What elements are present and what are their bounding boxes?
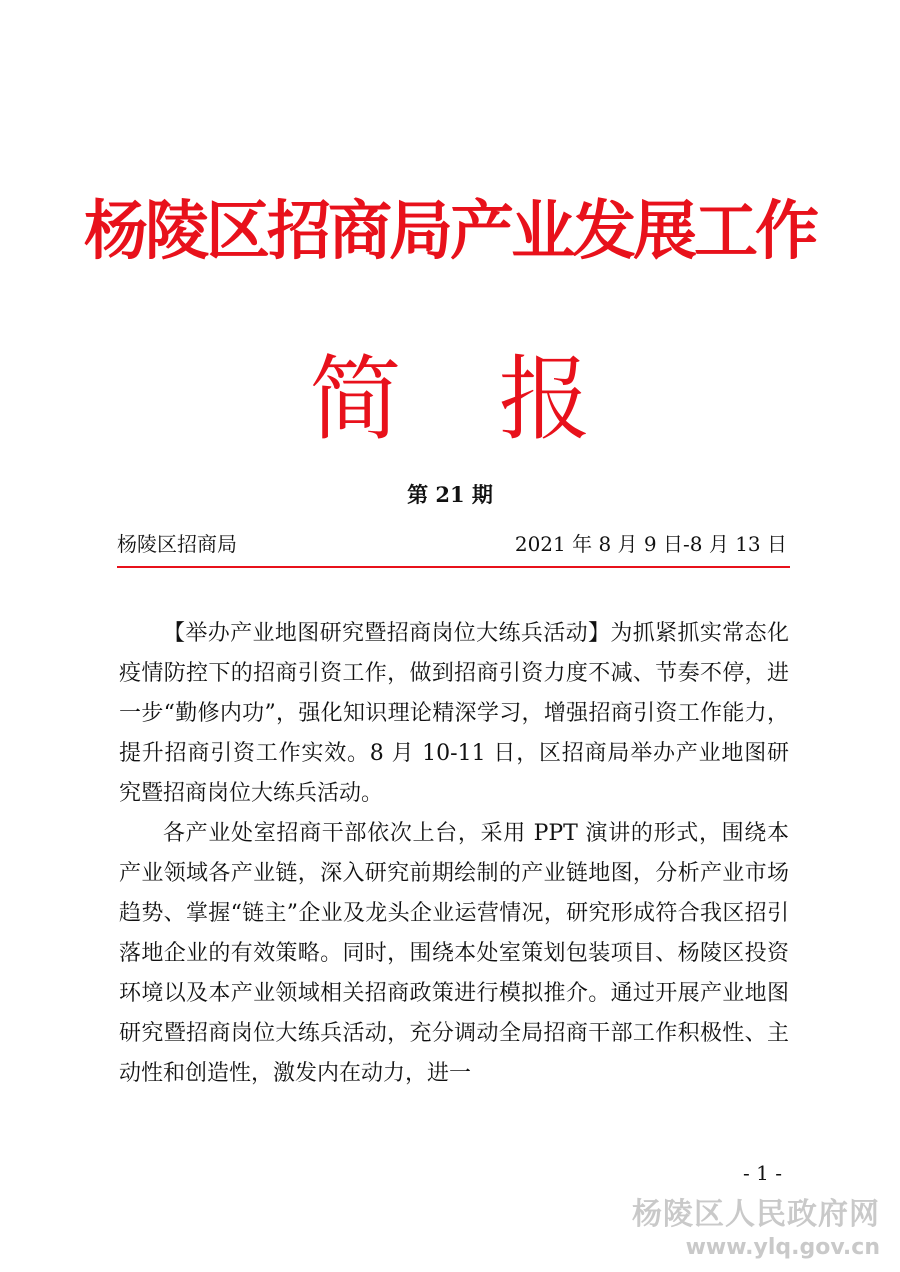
red-divider (117, 566, 790, 568)
document-title: 杨陵区招商局产业发展工作 (84, 195, 816, 269)
issuing-organization: 杨陵区招商局 (117, 532, 237, 556)
document-meta (117, 528, 787, 560)
paragraph-2: 各产业处室招商干部依次上台，采用 PPT 演讲的形式，围绕本产业领域各产业链，深入研究前期绘制的产业链地图，分析产业市场趋势、掌握“链主”企业及龙头企业运营情况，研究形成符合我区招引落地企业的有效策略。同时，围绕本处室策划包装项目、杨陵区投资环境以及本产业领域相关招商政策进行模拟推介。通过开展产业地图研究暨招商岗位大练兵活动，充分调动全局招商干部工作积极性、主动性和创造性，激发内在动力，进一 (119, 821, 789, 1086)
paragraph-1: 【举办产业地图研究暨招商岗位大练兵活动】为抓紧抓实常态化疫情防控下的招商引资工作，做到招商引资力度不减、节奏不停，进一步“勤修内功”，强化知识理论精深学习，增强招商引资工作能力，提升招商引资工作实效。8 月 10-11 日，区招商局举办产业地图研究暨招商岗位大练兵活动。 (119, 621, 789, 806)
document-subtitle: 简 报 (309, 346, 625, 453)
watermark (620, 1196, 880, 1262)
issue-number: 第 21 期 (407, 482, 493, 507)
date-range: 2021 年 8 月 9 日-8 月 13 日 (514, 532, 787, 556)
watermark-url: www.ylq.gov.cn (685, 1235, 880, 1260)
page-number: - 1 - (743, 1161, 782, 1185)
body-content (119, 614, 789, 1094)
watermark-name: 杨陵区人民政府网 (632, 1197, 880, 1232)
